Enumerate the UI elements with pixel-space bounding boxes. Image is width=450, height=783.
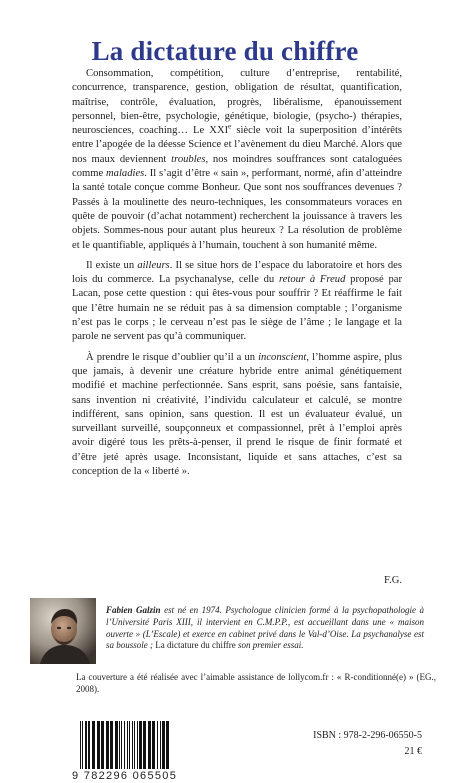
barcode-bar (88, 721, 90, 769)
barcode-bar (124, 721, 125, 769)
isbn: ISBN : 978-2-296-06550-5 (313, 730, 422, 741)
blurb-text-segment: , nos moindres souffrances sont cataloguées comme (72, 153, 402, 180)
author-bio (106, 605, 424, 652)
barcode-bar (82, 721, 83, 769)
blurb-text-segment: Consommation, compétition, culture d’entreprise, rentabilité, concurrence, transparence, gestion, obligation de résultat, quantification, maîtrise, contrôle, évaluation, progrès, libéralisme, épanouissement personnel, bien-être, psychologie, génétique, biologie, (psycho-) thérapies, neurosciences, coaching… Le XXI (72, 68, 402, 137)
author-bio-segment: Fabien Galzin (106, 605, 161, 615)
barcode-bars (72, 721, 194, 769)
blurb-text-segment: inconscient (258, 351, 307, 363)
barcode-bar (132, 721, 133, 769)
blurb (72, 67, 402, 485)
barcode-bar (139, 721, 142, 769)
barcode-bar (166, 721, 169, 769)
blurb-paragraph-2 (72, 259, 402, 345)
author-bio-segment: est né en 1974. Psychologue clinicien formé à la psychopathologie à l’Université Paris XIII, il intervient en C.M.P.P., est accueillant dans une « maison ouverte » (L’Escale) et exerce en cabinet privé dans le Val-d’Oise. La psychanalyse est sa boussole ; (106, 605, 424, 651)
barcode-bar (85, 721, 87, 769)
blurb-text-segment: À prendre le risque d’oublier qu’il a un (86, 351, 259, 363)
blurb-text-segment: troubles (171, 153, 206, 165)
barcode-digits: 9 782296 065505 (72, 770, 178, 782)
blurb-text-segment: . Il se situe hors de l’espace du laboratoire et hors des lois du commerce. La psychanalyse, celle du (72, 259, 402, 286)
blurb-text-segment: siècle voit la superposition d’intérêts entre l’apogée de la déesse Science et l’avènement du dieu Marché. Alors que nos maux deviennent (72, 125, 403, 165)
blurb-text-segment: proposé par Lacan, pose cette question : qui êtes-vous pour souffrir ? Et réaffirme le fait que l’être humain ne se réduit pas à sa dimension comptable ; l’organisme n’est pas le corps ; le cerveau n’est pas le siège de l’âme ; le langage et la parole ne servent pas qu’à communiquer. (72, 274, 402, 343)
blurb-text-segment: maladies (106, 168, 145, 180)
blurb-text-segment: retour à Freud (278, 274, 346, 286)
barcode-bar (110, 721, 113, 769)
blurb-text-segment: ailleurs (137, 259, 170, 271)
barcode-bar (92, 721, 95, 769)
author-portrait-image (30, 598, 96, 664)
barcode-bar (152, 721, 155, 769)
barcode-bar (143, 721, 146, 769)
barcode-bar (162, 721, 165, 769)
barcode (72, 721, 194, 783)
barcode-bar (129, 721, 130, 769)
blurb-text-segment: e (228, 122, 232, 131)
cover-credit: La couverture a été réalisée avec l’aimable assistance de lollycom.fr : « R-conditionné(e) » (EG., 2008). (76, 672, 436, 694)
barcode-bar (137, 721, 138, 769)
blurb-paragraph-1 (72, 67, 402, 253)
author-bio-segment: son premier essai. (235, 640, 304, 651)
barcode-bar (101, 721, 104, 769)
author-photo (30, 598, 96, 664)
blurb-text-segment: . Il s’agit d’être « sain », performant, normé, afin d’atteindre la santé totale conçue comme Bonheur. Que sont nos souffrances devenues ? Passés à la moulinette des neuro-techniques, les consommateurs voraces en quête de pouvoir (d’achat notamment) recherchent la jouissance à travers les objets. Sommes-nous pour autant plus heureux ? La résolution de problème et le quantifiable, appliqués à l’humain, touchent à son humanité même. (72, 168, 402, 251)
book-title: La dictature du chiffre (91, 36, 359, 67)
barcode-bar (115, 721, 118, 769)
barcode-bar (160, 721, 161, 769)
blurb-paragraph-3 (72, 351, 402, 480)
barcode-bar (80, 721, 81, 769)
barcode-bar (106, 721, 109, 769)
barcode-bar (119, 721, 120, 769)
barcode-bar (148, 721, 151, 769)
blurb-text-segment: Il existe un (86, 259, 138, 271)
barcode-bar (134, 721, 135, 769)
barcode-bar (157, 721, 158, 769)
blurb-text-segment: , l’homme aspire, plus que jamais, à devenir une créature hybride entre animal génétiquement modifié et machine perfectionnée. Sans esprit, sans poésie, sans fantaisie, sans invention ni créativité, l’individu calculateur et calculé, se montre indifférent, sans opinion, sans question. Il est un évaluateur évalué, un surveillant surveillé, soupçonneux et compassionnel, prêt à l’emploi après avoir digéré tous les prêts-à-penser, il prend le risque de finir formaté et d’être jeté après usage. Inconsistant, liquide et sans attaches, c’est sa conception de la « liberté ». (72, 351, 402, 478)
signature-initials: F.G. (384, 575, 402, 586)
barcode-bar (97, 721, 100, 769)
barcode-bar (127, 721, 128, 769)
author-bio-segment: La dictature du chiffre (155, 640, 236, 651)
price: 21 € (404, 746, 422, 757)
barcode-bar (121, 721, 122, 769)
